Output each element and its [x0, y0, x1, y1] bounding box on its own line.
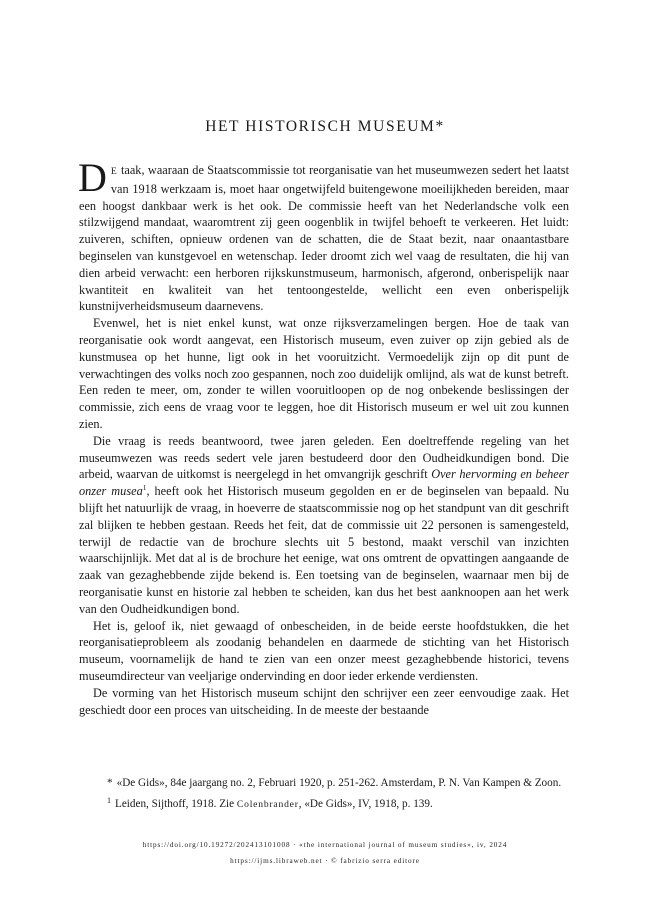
paragraph-text: taak, waaraan de Staatscommissie tot reorganisatie van het museumwezen sedert het laatst van 1918 werkzaam is, moet haar ongetwijfeld buitengewone moeilijkheden bereiden, maar een hoogst dankbaar werk is het ook. De commissie heeft van het Nederlandsche volk een stilzwijgend mandaat, waaromtrent zij geen oogenblik in twijfel behoeft te verkeeren. Het luidt: zuiveren, schiften, opnieuw ordenen van de schatten, die de Staat bezit, naar onaantastbare beginselen van kunstgevoel en wetenschap. Ieder droomt zich wel vaag de resultaten, die hij van dien arbeid verwacht: een herboren rijkskunstmuseum, harmonisch, afgerond, onberispelijk naar kwantiteit en kwaliteit van het tentoongestelde, wellicht een even onberispelijk kunstnijverheidsmuseum daarnevens.	[79, 163, 569, 314]
footnote-1: 1 Leiden, Sijthoff, 1918. Zie Colenbrander, «De Gids», IV, 1918, p. 139.	[107, 795, 433, 811]
cited-title: Over hervorming en beheer onzer musea	[79, 467, 569, 499]
footnotes	[79, 776, 569, 819]
footnote-text: Leiden, Sijthoff, 1918. Zie	[115, 798, 237, 811]
footnote-reference: 1	[142, 483, 147, 493]
paragraph-2: Evenwel, het is niet enkel kunst, wat onze rijksverzamelingen bergen. Hoe de taak van reorganisatie ook wordt aangevat, een Historisch museum, even zuiver op zijn gebied als de kunstmusea op het hunne, ligt ook in het vooruitzicht. Vermoedelijk zijn op dit punt de verwachtingen des volks noch zoo gespannen, noch zoo duidelijk omlijnd, als wat de kunst betreft. Een reden te meer, om, zonder te willen vooruitloopen op de nog onbekende beslissingen der commissie, zich eens de vraag voor te leggen, hoe dit Historisch museum er wel uit zou kunnen zien.	[79, 316, 569, 431]
paragraph-5: De vorming van het Historisch museum schijnt den schrijver een zeer eenvoudige zaak. Het geschiedt door een proces van uitscheiding. In de meeste der bestaande	[79, 685, 569, 717]
paragraph-text: Die vraag is reeds beantwoord, twee jaren geleden. Een doeltreffende regeling van het museumwezen was reeds sedert vele jaren bestudeerd door den Oudheidkundigen bond. Die arbeid, waarvan de uitkomst is neergelegd in het omvangrijk geschrift	[79, 433, 569, 482]
footnote-mark: *	[107, 777, 113, 789]
drop-cap: D	[78, 155, 107, 200]
paragraph-1	[78, 155, 569, 315]
title-footnote-mark: *	[435, 118, 445, 135]
paragraph-3	[79, 433, 569, 618]
article-title: HET HISTORISCH MUSEUM*	[205, 118, 445, 135]
article-body	[78, 155, 570, 718]
author-small-caps: Colenbrander	[236, 799, 299, 811]
paragraph-4: Het is, geloof ik, niet gewaagd of onbescheiden, in de beide eerste hoofdstukken, die het reorganisatieprobleem als zoodanig behandelen en daarmede de stichting van het Historisch museum, voornamelijk de hand te zien van een onzer meest gezaghebbende historici, tevens museumdirecteur van veeljarige ondervinding en door ieder erkende verdiensten.	[79, 618, 569, 683]
footer-doi-line: https://doi.org/10.19272/202413101008 · «the international journal of museum studies», iv, 2024	[142, 841, 508, 849]
paragraph-text: , heeft ook het Historisch museum gegolden en er de beginselen van bepaald. Nu blijft het natuurlijk de vraag, in hoeverre de staatscommissie nog op het standpunt van dit geschrift zal blijken te hebben gestaan. Reeds het feit, dat de commissie uit 22 personen is samengesteld, terwijl de redactie van de brochure slechts uit 5 bestond, maakt verschil van inzichten waarschijnlijk. Met dat al is de brochure het eenige, wat ons omtrent de opvattingen aangaande de zaak van gezaghebbende zijde bekend is. Een toetsing van de beginselen, waarnaar men bij de reorganisatie kunst en historie zal hebben te scheiden, kan dus het best aanknoopen aan het werk van den Oudheidkundigen bond.	[79, 484, 570, 616]
footer-publisher-line: https://ijms.libraweb.net · © fabrizio serra editore	[230, 857, 420, 865]
footnote-star	[79, 776, 569, 791]
footnote-text: , «De Gids», IV, 1918, p. 139.	[298, 798, 433, 811]
footnote-text: «De Gids», 84e jaargang no. 2, Februari 1920, p. 251-262. Amsterdam, P. N. Van Kampen & Zoon.	[116, 777, 562, 789]
small-caps-lead: E	[110, 166, 118, 177]
